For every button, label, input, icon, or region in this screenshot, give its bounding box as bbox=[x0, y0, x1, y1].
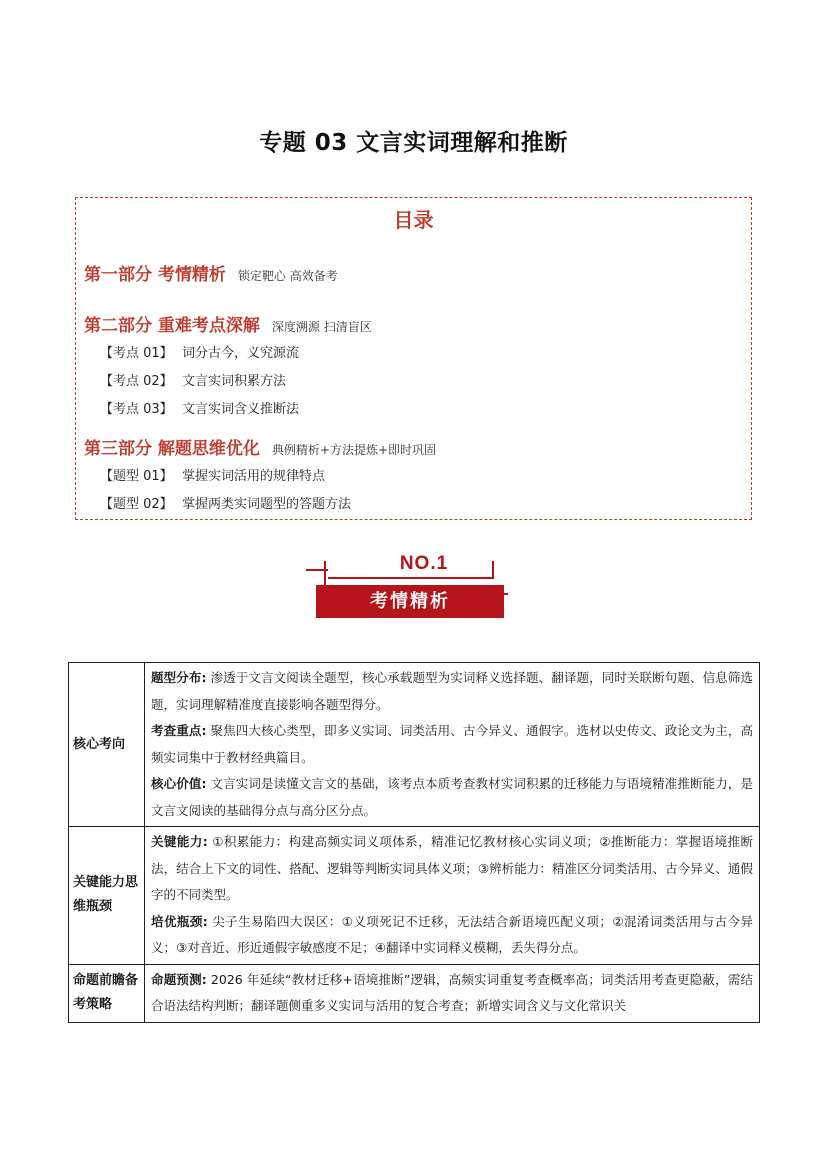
row-content bbox=[145, 663, 760, 827]
paragraph bbox=[151, 718, 753, 771]
toc-part-subtitle: 典例精析+方法提炼+即时巩固 bbox=[271, 443, 437, 457]
paragraph bbox=[151, 967, 753, 1020]
toc-part-title: 第一部分 考情精析 bbox=[84, 265, 226, 285]
toc-item[interactable] bbox=[100, 342, 299, 361]
toc-part-3[interactable] bbox=[84, 434, 436, 459]
toc-item-text: 词分古今，义究源流 bbox=[182, 346, 300, 361]
toc-item-tag: 【题型 01】 bbox=[100, 469, 173, 484]
toc-item-tag: 【题型 02】 bbox=[100, 497, 173, 512]
page-title: 专题 03 文言实词理解和推断 bbox=[259, 130, 568, 156]
toc-part-title: 第三部分 解题思维优化 bbox=[84, 439, 260, 459]
toc-part-1[interactable] bbox=[84, 260, 338, 285]
exam-analysis-table bbox=[68, 662, 760, 1023]
table-row bbox=[69, 964, 760, 1022]
paragraph-key: 关键能力: bbox=[151, 834, 208, 849]
paragraph bbox=[151, 665, 753, 718]
paragraph-text: 尖子生易陷四大误区：①义项死记不迁移，无法结合新语境匹配义项；②混淆词类活用与古今异义；③对音近、形近通假字敏感度不足；④翻译中实词释义模糊，丢失得分点。 bbox=[151, 913, 754, 955]
table-row bbox=[69, 827, 760, 965]
toc-part-title: 第二部分 重难考点深解 bbox=[84, 316, 260, 336]
toc-part-subtitle: 锁定靶心 高效备考 bbox=[237, 269, 338, 283]
row-header: 关键能力思维瓶颈 bbox=[69, 827, 145, 965]
paragraph-text: 2026 年延续“教材迁移+语境推断”逻辑，高频实词重复考查概率高；词类活用考查更隐蔽，需结合语法结构判断；翻译题侧重多义实词与活用的复合考查；新增实词含义与文化常识关 bbox=[151, 971, 753, 1013]
toc-item-tag: 【考点 02】 bbox=[100, 374, 173, 389]
row-header: 核心考向 bbox=[69, 663, 145, 827]
toc-part-2[interactable] bbox=[84, 311, 372, 336]
paragraph-key: 核心价值: bbox=[151, 776, 207, 791]
toc-item-text: 掌握实词活用的规律特点 bbox=[182, 469, 326, 484]
paragraph-text: 聚焦四大核心类型，即多义实词、词类活用、古今异义、通假字。选材以史传文、政论文为主，高频实词集中于教材经典篇目。 bbox=[151, 723, 753, 765]
paragraph bbox=[151, 771, 753, 824]
paragraph bbox=[151, 829, 753, 909]
toc-item-tag: 【考点 01】 bbox=[100, 346, 173, 361]
toc-item[interactable] bbox=[100, 465, 325, 484]
badge-line bbox=[492, 561, 494, 579]
toc-part-subtitle: 深度溯源 扫清盲区 bbox=[271, 320, 372, 334]
paragraph-key: 培优瓶颈: bbox=[151, 913, 208, 929]
paragraph-key: 命题预测: bbox=[151, 971, 207, 987]
toc-item-text: 掌握两类实词题型的答题方法 bbox=[182, 497, 352, 512]
badge-number: NO.1 bbox=[399, 553, 449, 574]
toc-heading: 目录 bbox=[393, 208, 434, 232]
paragraph-key: 题型分布: bbox=[151, 670, 207, 685]
row-content bbox=[145, 964, 760, 1022]
paragraph-text: ①积累能力：构建高频实词义项体系，精准记忆教材核心实词义项；②推断能力：掌握语境推断法，结合上下文的词性、搭配、逻辑等判断实词具体义项；③辨析能力：精准区分词类活用、古今异义、通假字的不同类型。 bbox=[151, 834, 754, 902]
table-row bbox=[69, 663, 760, 827]
badge-label: 考情精析 bbox=[316, 585, 504, 618]
paragraph-text: 渗透于文言文阅读全题型，核心承载题型为实词释义选择题、翻译题，同时关联断句题、信息筛选题，实词理解精准度直接影响各题型得分。 bbox=[151, 670, 753, 712]
toc-item[interactable] bbox=[100, 398, 299, 417]
toc-item[interactable] bbox=[100, 370, 286, 389]
toc-item-text: 文言实词积累方法 bbox=[182, 374, 287, 389]
toc-item-text: 文言实词含义推断法 bbox=[182, 402, 300, 417]
paragraph bbox=[151, 909, 753, 962]
paragraph-key: 考查重点: bbox=[151, 723, 207, 738]
section-badge bbox=[306, 549, 516, 625]
row-content bbox=[145, 827, 760, 965]
toc-item-tag: 【考点 03】 bbox=[100, 402, 173, 417]
badge-line bbox=[328, 577, 494, 579]
toc-item[interactable] bbox=[100, 493, 351, 512]
paragraph-text: 文言实词是读懂文言文的基础，该考点本质考查教材实词积累的迁移能力与语境精准推断能力，是文言文阅读的基础得分点与高分区分点。 bbox=[151, 776, 753, 818]
table-of-contents bbox=[75, 197, 752, 520]
row-header: 命题前瞻备考策略 bbox=[69, 964, 145, 1022]
